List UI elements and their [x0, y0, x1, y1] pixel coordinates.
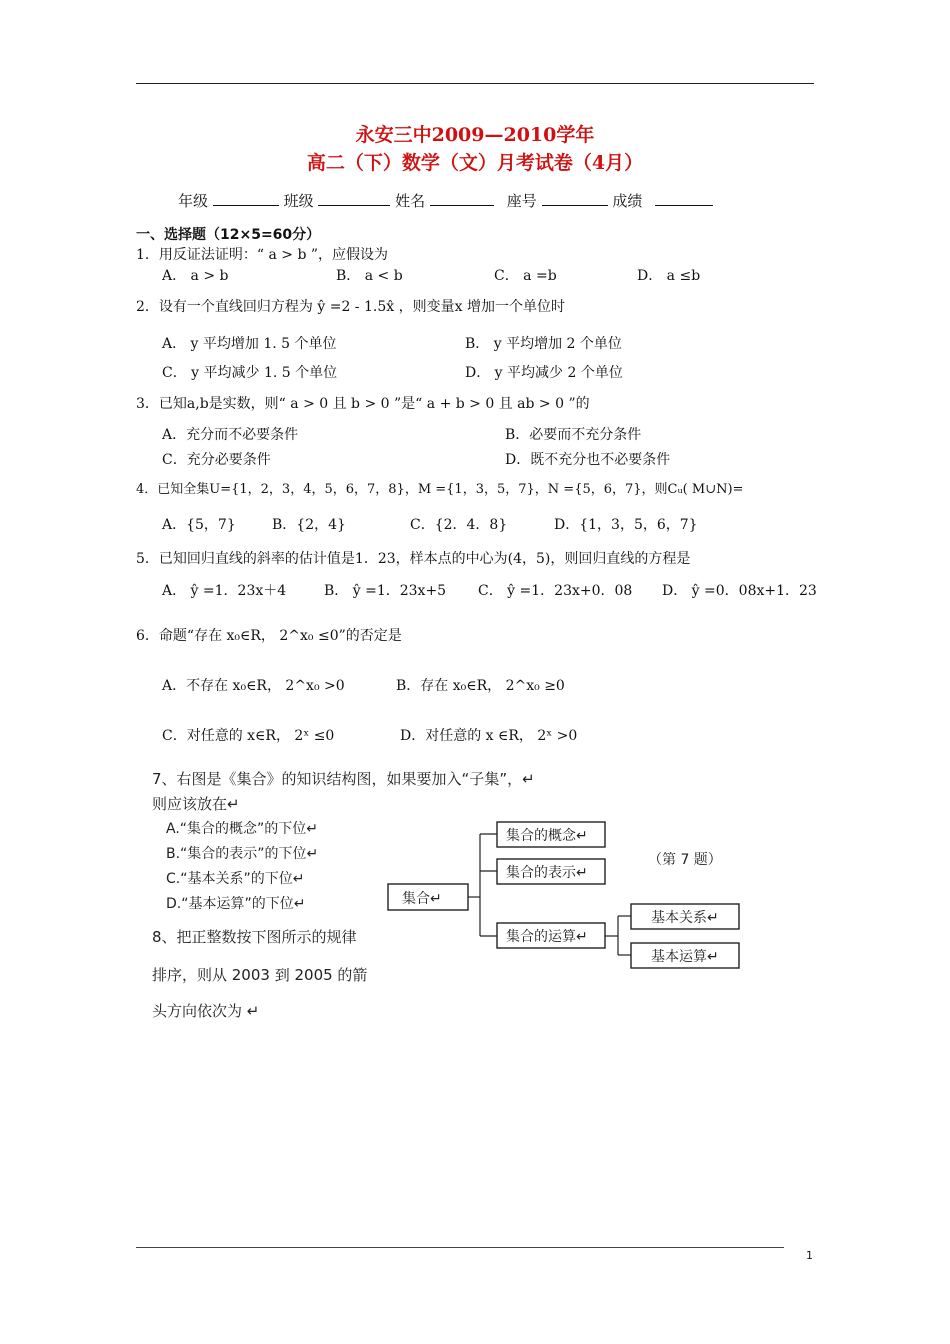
- question-6-option-a: A．不存在 x₀∈R， 2^x₀ >0: [162, 678, 345, 694]
- question-7-option-b: B.“集合的表示”的下位↵: [166, 846, 319, 862]
- question-7-option-d: D.“基本运算”的下位↵: [166, 896, 306, 912]
- seat-blank[interactable]: [542, 191, 608, 206]
- class-blank[interactable]: [318, 191, 390, 206]
- question-1-stem: 1．用反证法证明：“ a > b ”，应假设为: [136, 247, 389, 263]
- set-knowledge-structure-diagram: [380, 812, 760, 982]
- question-4-option-d: D．{1，3，5，6，7}: [554, 517, 698, 533]
- question-6-option-b: B．存在 x₀∈R， 2^x₀ ≥0: [396, 678, 565, 694]
- page-number: 1: [806, 1249, 813, 1262]
- question-3-option-a: A．充分而不必要条件: [162, 427, 299, 443]
- question-1-option-c: C． a =b: [494, 268, 557, 284]
- diagram-caption: （第 7 题）: [648, 852, 722, 868]
- question-5-option-d: D． ŷ =0．08x+1．23: [662, 583, 817, 599]
- question-2-option-c: C． y 平均减少 1. 5 个单位: [162, 365, 338, 381]
- question-4-option-a: A．{5，7}: [162, 517, 236, 533]
- section-heading: 一、选择题（12×5=60分）: [136, 227, 321, 243]
- question-3-option-c: C．充分必要条件: [162, 452, 271, 468]
- question-2-stem: 2．设有一个直线回归方程为 ŷ =2 - 1.5x̂ ，则变量x 增加一个单位时: [136, 299, 565, 315]
- question-8-line3: 头方向依次为 ↵: [152, 1002, 260, 1020]
- question-7-option-a: A.“集合的概念”的下位↵: [166, 821, 319, 837]
- question-5-option-c: C． ŷ =1．23x+0．08: [478, 583, 633, 599]
- question-2-option-b: B． y 平均增加 2 个单位: [465, 336, 622, 352]
- question-4-option-c: C．{2．4．8}: [410, 517, 508, 533]
- seat-label: 座号: [506, 192, 537, 210]
- diagram-node-operation-label: 集合的运算↵: [506, 929, 588, 945]
- diagram-node-basic-operation-label: 基本运算↵: [651, 949, 719, 965]
- grade-label: 年级: [178, 192, 209, 210]
- name-label: 姓名: [395, 192, 426, 210]
- header-rule: [136, 83, 814, 84]
- question-1-option-d: D． a ≤b: [637, 268, 701, 284]
- page-title-line2: 高二（下）数学（文）月考试卷（4月）: [306, 152, 644, 174]
- question-1-option-b: B． a < b: [336, 268, 403, 284]
- question-7-option-c: C.“基本关系”的下位↵: [166, 871, 305, 887]
- question-4-stem: 4．已知全集U={1，2，3，4，5，6，7，8}，M ={1，3，5，7}，N ={5，6，7}，则Cᵤ( M∪N)=: [136, 482, 744, 497]
- question-7-stem-line2: 则应该放在↵: [152, 795, 240, 813]
- question-6-option-c: C．对任意的 x∈R， 2ˣ ≤0: [162, 728, 335, 744]
- question-4-option-b: B．{2，4}: [272, 517, 346, 533]
- question-3-option-b: B．必要而不充分条件: [505, 427, 642, 443]
- footer-rule: [136, 1247, 784, 1248]
- question-8-line1: 8、把正整数按下图所示的规律: [152, 928, 357, 946]
- question-3-stem: 3．已知a,b是实数，则“ a > 0 且 b > 0 ”是“ a + b > 0 且 ab > 0 ”的: [136, 396, 590, 412]
- grade-blank[interactable]: [213, 191, 279, 206]
- question-6-stem: 6．命题“存在 x₀∈R， 2^x₀ ≤0”的否定是: [136, 628, 402, 644]
- question-2-option-a: A． y 平均增加 1. 5 个单位: [162, 336, 337, 352]
- diagram-node-basic-relation-label: 基本关系↵: [651, 910, 719, 926]
- question-8-line2: 排序，则从 2003 到 2005 的箭: [152, 966, 368, 984]
- question-2-option-d: D． y 平均减少 2 个单位: [465, 365, 623, 381]
- name-blank[interactable]: [430, 191, 494, 206]
- question-5-option-a: A． ŷ =1．23x＋4: [162, 583, 287, 599]
- student-info-line: [178, 190, 713, 211]
- question-5-stem: 5．已知回归直线的斜率的估计值是1．23，样本点的中心为(4，5)，则回归直线的方程是: [136, 551, 691, 567]
- diagram-node-concept-label: 集合的概念↵: [506, 828, 588, 844]
- diagram-node-root-label: 集合↵: [402, 891, 442, 907]
- question-3-option-d: D．既不充分也不必要条件: [505, 452, 671, 468]
- score-label: 成绩: [612, 192, 643, 210]
- question-1-option-a: A． a > b: [162, 268, 229, 284]
- page-title-line1: 永安三中2009—2010学年: [355, 124, 595, 146]
- question-7-stem-line1: 7、右图是《集合》的知识结构图，如果要加入“子集”，↵: [152, 770, 535, 788]
- score-blank[interactable]: [655, 191, 713, 206]
- class-label: 班级: [283, 192, 314, 210]
- question-5-option-b: B． ŷ =1．23x+5: [324, 583, 447, 599]
- question-6-option-d: D．对任意的 x ∈R， 2ˣ >0: [400, 728, 578, 744]
- diagram-node-representation-label: 集合的表示↵: [506, 865, 588, 881]
